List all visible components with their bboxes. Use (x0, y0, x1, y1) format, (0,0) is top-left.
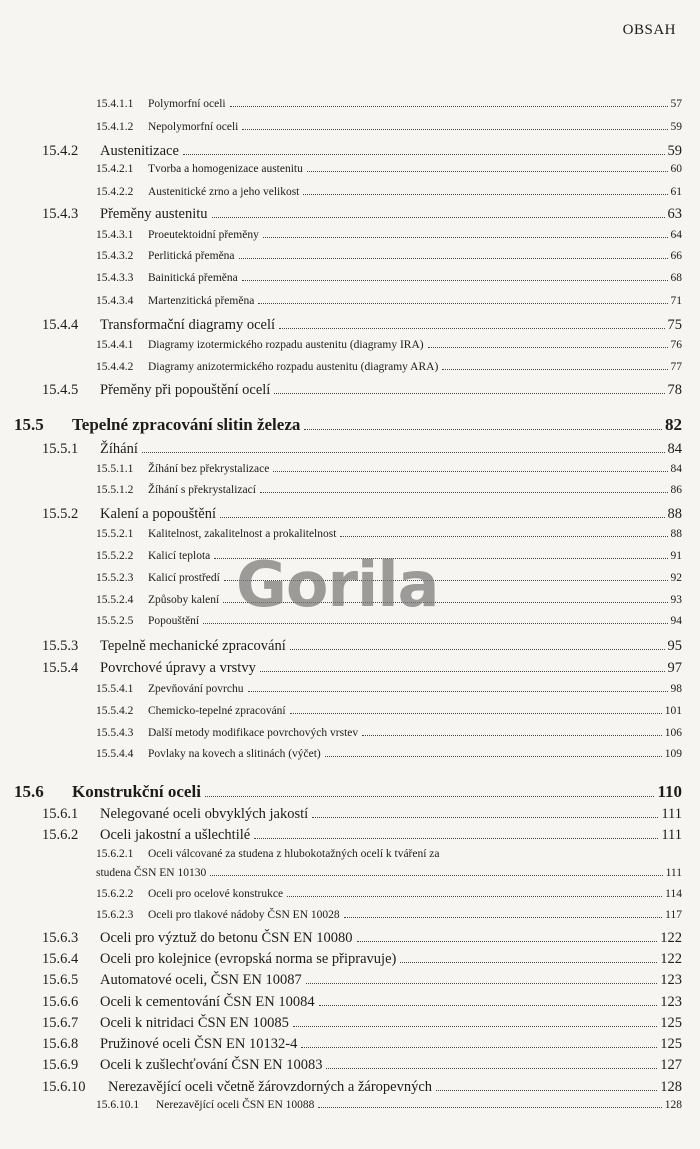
toc-entry (42, 1015, 682, 1032)
toc-entry-page: 114 (665, 888, 682, 900)
toc-entry-number: 15.6.8 (42, 1036, 79, 1052)
toc-entry-title: Martenzitická přeměna (148, 295, 255, 307)
toc-entry-page: 111 (661, 827, 682, 843)
toc-entry-page: 63 (667, 206, 682, 222)
toc-entry (96, 572, 682, 584)
toc-entry-title: Transformační diagramy ocelí (100, 317, 276, 333)
dot-leader (306, 983, 657, 984)
toc-entry-title: Oceli k cementování ČSN EN 10084 (100, 994, 315, 1010)
toc-entry-number: 15.4.2 (42, 143, 79, 159)
toc-entry (42, 930, 682, 947)
toc-entry-number: 15.5.3 (42, 638, 79, 654)
toc-entry (96, 361, 682, 373)
toc-entry-title: Povrchové úpravy a vrstvy (100, 660, 256, 676)
toc-entry-page: 57 (670, 98, 682, 110)
toc-entry-title: Žíhání s překrystalizací (148, 484, 256, 496)
toc-entry-title: Žíhání bez překrystalizace (148, 463, 270, 475)
toc-entry (42, 506, 682, 523)
toc-entry-number: 15.4.1.1 (96, 98, 134, 110)
toc-entry-number: 15.6.4 (42, 951, 79, 967)
toc-entry (96, 272, 682, 284)
toc-entry (96, 163, 682, 175)
dot-leader (312, 817, 658, 818)
toc-entry-page: 97 (667, 660, 682, 676)
toc-entry-page: 106 (664, 727, 682, 739)
toc-entry-title: Přeměny austenitu (100, 206, 208, 222)
toc-entry-title: Tvorba a homogenizace austenitu (148, 163, 303, 175)
watermark-logo: Gorila (236, 548, 439, 621)
toc-entry-number: 15.4.3.2 (96, 250, 134, 262)
toc-entry-number: 15.5.4 (42, 660, 79, 676)
dot-leader (248, 691, 668, 692)
toc-entry-page: 66 (670, 250, 682, 262)
dot-leader (224, 580, 668, 581)
toc-entry-page: 76 (670, 339, 682, 351)
toc-entry-page: 111 (665, 867, 682, 879)
toc-entry (42, 806, 682, 823)
toc-entry (14, 782, 682, 802)
toc-entry (96, 748, 682, 760)
toc-entry-title: Kalení a popouštění (100, 506, 216, 522)
toc-entry (42, 827, 682, 844)
toc-entry (96, 295, 682, 307)
toc-entry-title: Perlitická přeměna (148, 250, 235, 262)
toc-entry-title: Pružinové oceli ČSN EN 10132-4 (100, 1036, 298, 1052)
toc-entry (96, 1099, 682, 1111)
toc-entry-page: 122 (660, 951, 682, 967)
toc-entry-title: Oceli válcované za studena z hlubokotažných ocelí k tváření za (148, 848, 440, 860)
toc-entry-number: 15.6.2.3 (96, 909, 134, 921)
toc-entry-page: 101 (664, 705, 682, 717)
toc-entry (42, 143, 682, 160)
toc-entry-number: 15.6.6 (42, 994, 79, 1010)
dot-leader (357, 941, 658, 942)
toc-entry (96, 484, 682, 496)
toc-entry-number: 15.5.2.1 (96, 528, 134, 540)
toc-entry-title: Diagramy izotermického rozpadu austenitu (diagramy IRA) (148, 339, 424, 351)
toc-entry (42, 1036, 682, 1053)
dot-leader (301, 1047, 657, 1048)
toc-entry-page: 94 (670, 615, 682, 627)
toc-entry (42, 1057, 682, 1074)
toc-entry (96, 98, 682, 110)
toc-entry-title: Konstrukční oceli (72, 782, 201, 801)
toc-entry-title: Oceli k nitridaci ČSN EN 10085 (100, 1015, 289, 1031)
toc-entry-page: 84 (667, 441, 682, 457)
toc-entry-number: 15.6.9 (42, 1057, 79, 1073)
toc-entry-number: 15.5.2.5 (96, 615, 134, 627)
toc-entry-page: 61 (670, 186, 682, 198)
toc-entry-number: 15.6.3 (42, 930, 79, 946)
toc-entry-page: 64 (670, 229, 682, 241)
toc-entry-page: 123 (660, 972, 682, 988)
dot-leader (340, 536, 667, 537)
dot-leader (230, 106, 668, 107)
toc-entry (42, 317, 682, 334)
toc-entry-title: Chemicko-tepelné zpracování (148, 705, 286, 717)
toc-entry-number: 15.6.2 (42, 827, 79, 843)
toc-entry (42, 382, 682, 399)
toc-entry-number: 15.4.2.2 (96, 186, 134, 198)
toc-entry (96, 339, 682, 351)
toc-entry (96, 250, 682, 262)
toc-entry-number: 15.4.4.1 (96, 339, 134, 351)
dot-leader (325, 756, 662, 757)
toc-entry (96, 705, 682, 717)
toc-entry (42, 638, 682, 655)
toc-entry-page: 111 (661, 806, 682, 822)
dot-leader (362, 735, 662, 736)
dot-leader (214, 558, 667, 559)
toc-entry-page: 128 (660, 1079, 682, 1095)
toc-entry (42, 1079, 682, 1096)
toc-entry-title: Oceli pro výztuž do betonu ČSN EN 10080 (100, 930, 353, 946)
toc-entry-title: Oceli pro kolejnice (evropská norma se připravuje) (100, 951, 397, 967)
toc-entry (96, 528, 682, 540)
dot-leader (223, 602, 667, 603)
toc-entry-title: Oceli jakostní a ušlechtilé (100, 827, 251, 843)
toc-entry-title: Polymorfní oceli (148, 98, 226, 110)
toc-entry-title: Tepelně mechanické zpracování (100, 638, 286, 654)
toc-entry-title: Diagramy anizotermického rozpadu austenitu (diagramy ARA) (148, 361, 439, 373)
toc-entry (96, 683, 682, 695)
toc-entry-page: 110 (657, 782, 682, 801)
dot-leader (242, 129, 667, 130)
toc-entry-number: 15.4.3.1 (96, 229, 134, 241)
toc-entry-title: Oceli k zušlechťování ČSN EN 10083 (100, 1057, 323, 1073)
toc-entry-title: Způsoby kalení (148, 594, 220, 606)
toc-entry (96, 186, 682, 198)
toc-entry-page: 95 (667, 638, 682, 654)
dot-leader (400, 962, 657, 963)
toc-entry (42, 660, 682, 677)
toc-entry (42, 951, 682, 968)
toc-entry (96, 727, 682, 739)
toc-entry-title: Kalitelnost, zakalitelnost a prokalitelnost (148, 528, 337, 540)
toc-entry-page: 91 (670, 550, 682, 562)
toc-entry (96, 463, 682, 475)
dot-leader (290, 713, 662, 714)
toc-entry-number: 15.6.5 (42, 972, 79, 988)
toc-entry (96, 888, 682, 900)
toc-entry-number: 15.4.5 (42, 382, 79, 398)
dot-leader (142, 452, 665, 453)
toc-entry (96, 594, 682, 606)
running-header: OBSAH (622, 22, 676, 38)
dot-leader (242, 280, 668, 281)
toc-entry-page: 125 (660, 1015, 682, 1031)
toc-entry-title: Žíhání (100, 441, 138, 457)
toc-entry-title: Kalicí prostředí (148, 572, 220, 584)
toc-entry (96, 229, 682, 241)
toc-entry-number: 15.6.1 (42, 806, 79, 822)
toc-entry-page: 92 (670, 572, 682, 584)
toc-entry-number: 15.5.2.3 (96, 572, 134, 584)
toc-entry-title: Tepelné zpracování slitin železa (72, 415, 301, 434)
dot-leader (274, 393, 664, 394)
toc-entry-title: Kalicí teplota (148, 550, 211, 562)
toc-entry-number: 15.5.4.2 (96, 705, 134, 717)
toc-entry-number: 15.5.2.4 (96, 594, 134, 606)
toc-entry-page: 75 (667, 317, 682, 333)
toc-entry-page: 84 (670, 463, 682, 475)
toc-entry-title: Další metody modifikace povrchových vrstev (148, 727, 359, 739)
toc-entry-title: Oceli pro tlakové nádoby ČSN EN 10028 (148, 909, 340, 921)
toc-entry-number: 15.5.4.3 (96, 727, 134, 739)
toc-entry-page: 60 (670, 163, 682, 175)
dot-leader (254, 838, 658, 839)
toc-entry-number: 15.4.3.3 (96, 272, 134, 284)
dot-leader (293, 1026, 657, 1027)
toc-entry-number: 15.6 (14, 782, 44, 801)
toc-entry-page: 71 (670, 295, 682, 307)
toc-entry (96, 615, 682, 627)
toc-entry (96, 121, 682, 133)
toc-entry-title: Austenitizace (100, 143, 179, 159)
toc-entry-number: 15.6.2.2 (96, 888, 134, 900)
toc-entry-title: Nerezavějící oceli včetně žárovzdorných a žáropevných (108, 1079, 433, 1095)
toc-entry-page: 88 (670, 528, 682, 540)
dot-leader (273, 471, 667, 472)
toc-entry-page: 59 (670, 121, 682, 133)
toc-entry-number: 15.4.1.2 (96, 121, 134, 133)
toc-entry-page: 86 (670, 484, 682, 496)
toc-entry-number: 15.5.1.2 (96, 484, 134, 496)
dot-leader (205, 796, 655, 797)
toc-entry-title: Nerezavějící oceli ČSN EN 10088 (156, 1099, 315, 1111)
toc-entry-page: 123 (660, 994, 682, 1010)
toc-entry-page: 122 (660, 930, 682, 946)
toc-entry-title: Nelegované oceli obvyklých jakostí (100, 806, 309, 822)
dot-leader (442, 369, 667, 370)
toc-entry-page: 93 (670, 594, 682, 606)
toc-entry-number: 15.5 (14, 415, 44, 434)
dot-leader (326, 1068, 657, 1069)
toc-entry (96, 909, 682, 921)
toc-entry (14, 415, 682, 435)
toc-entry-page: 109 (664, 748, 682, 760)
toc-entry-continuation (96, 867, 682, 879)
dot-leader (344, 917, 663, 918)
toc-entry-title: Oceli pro ocelové konstrukce (148, 888, 284, 900)
dot-leader (239, 258, 668, 259)
toc-entry-number: 15.4.4 (42, 317, 79, 333)
toc-entry-number: 15.5.4.4 (96, 748, 134, 760)
dot-leader (318, 1107, 661, 1108)
dot-leader (428, 347, 668, 348)
toc-entry-title: Proeutektoidní přeměny (148, 229, 259, 241)
toc-entry-number: 15.6.7 (42, 1015, 79, 1031)
toc-entry-number: 15.5.1 (42, 441, 79, 457)
dot-leader (210, 875, 662, 876)
toc-entry (42, 206, 682, 223)
toc-entry-page: 78 (667, 382, 682, 398)
toc-entry-title: Austenitické zrno a jeho velikost (148, 186, 300, 198)
dot-leader (212, 217, 665, 218)
toc-entry-title-continued: studena ČSN EN 10130 (96, 867, 207, 879)
toc-entry-title: Zpevňování povrchu (148, 683, 244, 695)
toc-entry-title: Povlaky na kovech a slitinách (výčet) (148, 748, 321, 760)
dot-leader (203, 623, 667, 624)
toc-entry (96, 550, 682, 562)
toc-entry-number: 15.4.3.4 (96, 295, 134, 307)
toc-entry (42, 994, 682, 1011)
dot-leader (436, 1090, 657, 1091)
toc-entry-page: 82 (665, 415, 682, 434)
toc-entry-title: Přeměny při popouštění ocelí (100, 382, 271, 398)
toc-entry-number: 15.5.2 (42, 506, 79, 522)
dot-leader (263, 237, 668, 238)
toc-entry-number: 15.6.2.1 (96, 848, 134, 860)
toc-entry (42, 972, 682, 989)
toc-entry-number: 15.4.2.1 (96, 163, 134, 175)
toc-entry-number: 15.6.10.1 (96, 1099, 140, 1111)
toc-entry-page: 68 (670, 272, 682, 284)
toc-entry-number: 15.5.2.2 (96, 550, 134, 562)
toc-entry (42, 441, 682, 458)
toc-entry-page: 98 (670, 683, 682, 695)
toc-entry-number: 15.6.10 (42, 1079, 86, 1095)
toc-entry (96, 848, 682, 860)
dot-leader (260, 492, 668, 493)
toc-entry-title: Popouštění (148, 615, 200, 627)
dot-leader (287, 896, 662, 897)
toc-entry-title: Nepolymorfní oceli (148, 121, 239, 133)
toc-entry-page: 117 (665, 909, 682, 921)
dot-leader (183, 154, 665, 155)
toc-entry-page: 88 (667, 506, 682, 522)
dot-leader (258, 303, 667, 304)
dot-leader (220, 517, 665, 518)
dot-leader (279, 328, 664, 329)
toc-entry-number: 15.4.3 (42, 206, 79, 222)
toc-entry-page: 128 (664, 1099, 682, 1111)
toc-entry-page: 125 (660, 1036, 682, 1052)
toc-entry-number: 15.5.1.1 (96, 463, 134, 475)
toc-entry-page: 127 (660, 1057, 682, 1073)
dot-leader (307, 171, 668, 172)
dot-leader (290, 649, 665, 650)
dot-leader (260, 671, 665, 672)
dot-leader (303, 194, 667, 195)
toc-entry-page: 77 (670, 361, 682, 373)
toc-entry-page: 59 (667, 143, 682, 159)
toc-entry-title: Bainitická přeměna (148, 272, 238, 284)
toc-entry-title: Automatové oceli, ČSN EN 10087 (100, 972, 302, 988)
dot-leader (304, 429, 662, 430)
toc-entry-number: 15.5.4.1 (96, 683, 134, 695)
toc-entry-number: 15.4.4.2 (96, 361, 134, 373)
dot-leader (319, 1005, 658, 1006)
